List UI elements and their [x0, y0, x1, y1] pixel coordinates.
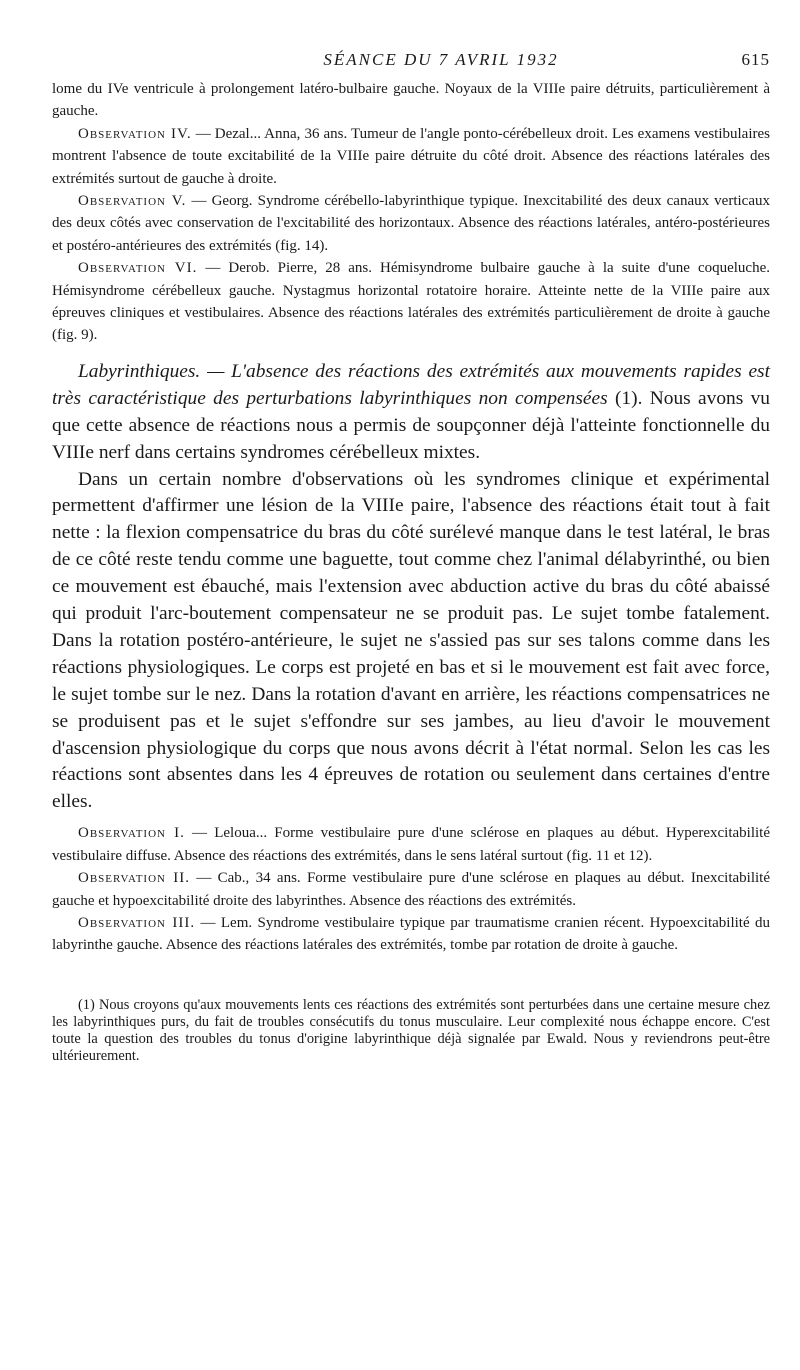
- observation-vi: [52, 257, 770, 347]
- observation-iv: [52, 123, 770, 190]
- observation-text: — Leloua... Forme vestibulaire pure d'une sclérose en plaques au début. Hyperexcitabilité vestibulaire diffuse. Absence des réactions des extrémités, dans le sens latéral surtout (fig. 11 et 12).: [52, 825, 770, 864]
- paragraph-observations: Dans un certain nombre d'observations où les syndromes clinique et expérimental permettent d'affirmer une lésion de la VIIIe paire, l'absence des réactions était tout à fait nette : la flexion compensatrice du bras du côté surélevé manque dans le test latéral, le bras de ce côté reste tendu comme une baguette, tout comme chez l'animal délabyrinthé, ou bien ce mouvement est ébauché, mais l'extension avec abduction active du bras du côté abaissé qui produit l'arc-boutement compensateur ne se produit pas. Le sujet tombe fatalement. Dans la rotation postéro-antérieure, le sujet ne s'assied pas sur ses talons comme dans les réactions physiologiques. Le corps est projeté en bas et si le mouvement est fait avec force, le sujet tombe sur le nez. Dans la rotation d'avant en arrière, les réactions compensatrices ne se produisent pas et le sujet s'effondre sur ses jambes, au lieu d'avoir le mouvement d'ascension physiologique du corps que nous avons décrit à l'état normal. Selon les cas les réactions sont absentes dans les 4 épreuves de rotation ou seulement dans certaines d'entre elles.: [52, 468, 770, 813]
- observation-label: Observation I.: [78, 825, 185, 842]
- observation-label: Observation III.: [78, 914, 196, 931]
- observation-iii: [52, 912, 770, 957]
- footnote: (1) Nous croyons qu'aux mouvements lents ces réactions des extrémités sont perturbées dans une certaine mesure chez les labyrinthiques purs, du fait de troubles consécutifs du tonus musculaire. Leur complexité nous échappe encore. C'est toute la question des troubles du tonus d'origine labyrinthique déjà signalée par Ewald. Nous y reviendrons peut-être ultérieurement.: [52, 996, 770, 1065]
- observation-v: [52, 190, 770, 257]
- observation-text: — Georg. Syndrome cérébello-labyrinthique typique. Inexcitabilité des deux canaux verticaux des deux côtés avec conservation de l'excitabilité des horizontaux. Absence des réactions latérales, antéro-postérieures et postéro-antérieures des extrémités (fig. 14).: [52, 193, 770, 254]
- observation-continued: lome du IVe ventricule à prolongement latéro-bulbaire gauche. Noyaux de la VIIIe paire détruits, particulièrement à gauche.: [52, 81, 770, 120]
- observation-text: — Derob. Pierre, 28 ans. Hémisyndrome bulbaire gauche à la suite d'une coqueluche. Hémisyndrome cérébelleux gauche. Nystagmus horizontal rotatoire horaire. Atteinte nette de la VIIIe paire aux épreuves cliniques et vestibulaires. Absence des réactions latérales des extrémités particulièrement de droite à gauche (fig. 9).: [52, 260, 771, 344]
- observation-text: — Dezal... Anna, 36 ans. Tumeur de l'angle ponto-cérébelleux droit. Les examens vestibulaires montrent l'absence de toute excitabilité de la VIIIe paire détruite du côté droit. Absence des réactions latérales des extrémités surtout de gauche à droite.: [52, 125, 770, 187]
- observation-text: — Cab., 34 ans. Forme vestibulaire pure d'une sclérose en plaques au début. Inexcitabilité gauche et hypoexcitabilité droite des labyrinthes. Absence des réactions des extrémités.: [52, 870, 770, 909]
- observation-label: Observation V.: [78, 193, 187, 210]
- observation-label: Observation VI.: [78, 260, 198, 277]
- running-head: [52, 48, 770, 78]
- observation-label: Observation IV.: [78, 125, 192, 142]
- observation-text: — Lem. Syndrome vestibulaire typique par traumatisme cranien récent. Hypoexcitabilité du labyrinthe gauche. Absence des réactions latérales des extrémités, tombe par rotation de droite à gauche.: [52, 914, 771, 954]
- paragraph-text: (1). Nous avons vu que cette absence de réactions nous a permis de soupçonner déjà l'atteinte fonctionnelle du VIIIe nerf dans certains syndromes cérébelleux mixtes.: [52, 387, 771, 463]
- observation-label: Observation II.: [78, 870, 191, 887]
- page-number: 615: [741, 50, 770, 69]
- page: [52, 48, 770, 1080]
- observation-i: [52, 822, 770, 867]
- running-head-title: SÉANCE DU 7 AVRIL 1932: [323, 50, 559, 69]
- observation-ii: [52, 867, 770, 912]
- paragraph-italic-lead: Labyrinthiques. — L'absence des réactions des extrémités aux mouvements rapides est très caractéristique des perturbations labyrinthiques non compensées: [52, 360, 770, 409]
- paragraph-labyrinthiques: [52, 359, 770, 467]
